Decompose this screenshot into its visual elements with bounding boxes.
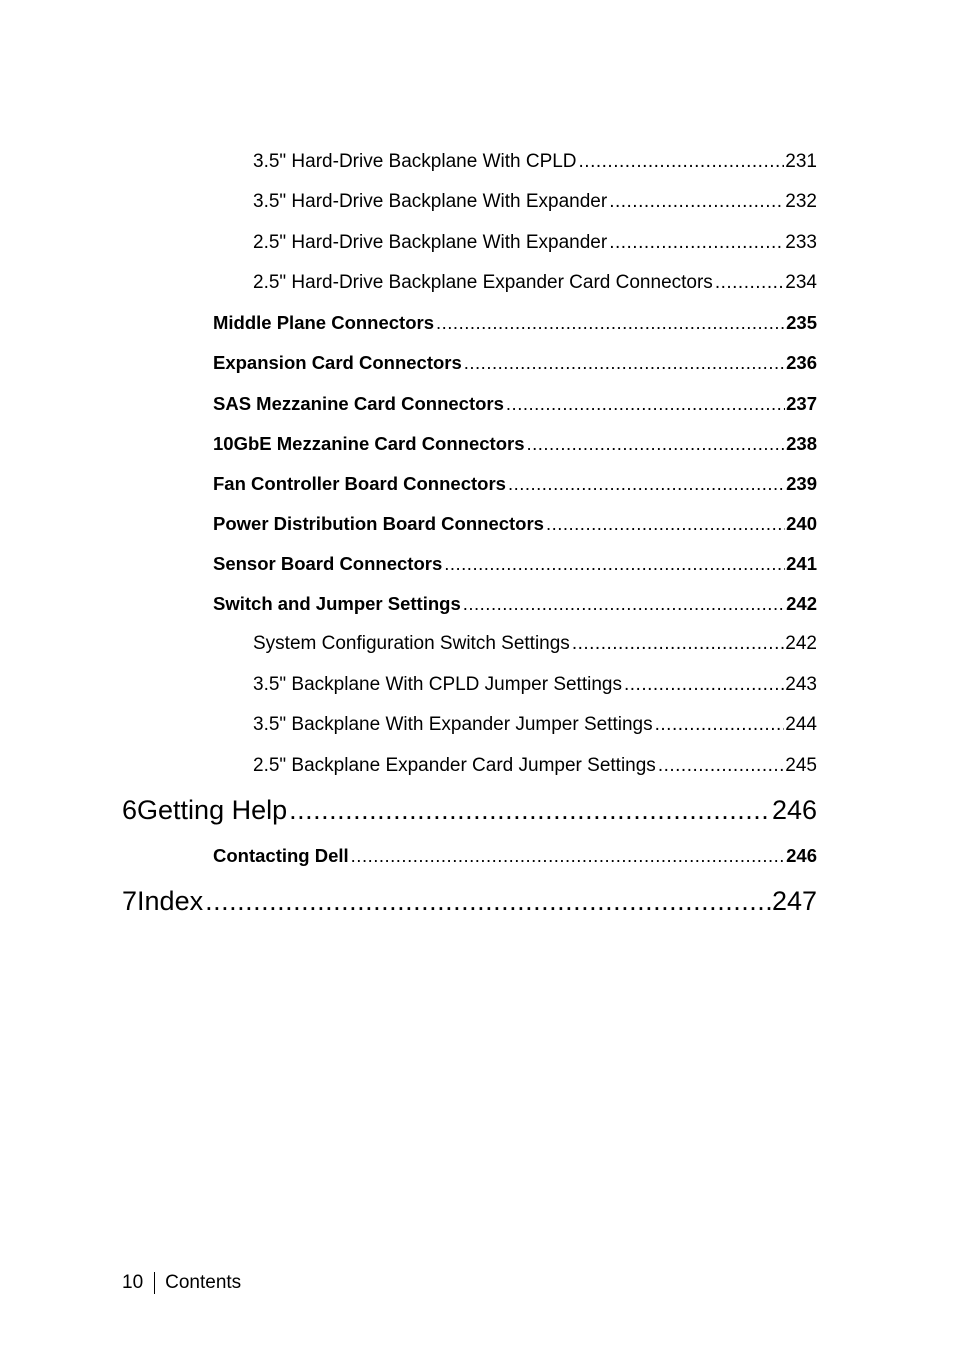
dot-leader [506,393,785,415]
toc-entry-page: 241 [786,553,817,574]
toc-entry[interactable] [213,393,817,415]
toc-entry-page: 244 [785,714,817,735]
dot-leader [546,513,785,535]
toc-entry[interactable] [253,151,817,173]
toc-entry[interactable] [253,755,817,777]
toc-entry-page: 234 [785,272,817,293]
toc-entry[interactable] [213,593,817,615]
chapter-number: 7 [122,886,138,916]
toc-entry-title: SAS Mezzanine Card Connectors [213,393,504,414]
toc-entry-title: 2.5" Hard-Drive Backplane With Expander [253,232,608,253]
footer-separator [154,1272,155,1294]
toc-entry[interactable] [213,473,817,495]
toc-entry-title: Expansion Card Connectors [213,352,462,373]
toc-entry[interactable] [253,272,817,294]
toc-entry[interactable] [213,513,817,535]
dot-leader [579,151,785,173]
toc-entry-title: Switch and Jumper Settings [213,593,461,614]
toc-chapter-entry[interactable] [122,795,817,826]
toc-entry[interactable] [213,433,817,455]
toc-entry-title: Getting Help [137,795,288,825]
toc-entry-title: Sensor Board Connectors [213,553,443,574]
toc-entry-page: 240 [786,513,817,534]
dot-leader [508,473,785,495]
toc-entry[interactable] [213,312,817,334]
dot-leader [436,312,785,334]
toc-entry-page: 246 [786,845,817,866]
dot-leader [572,633,784,655]
dot-leader [444,553,785,575]
toc-entry[interactable] [213,553,817,575]
toc-entry-page: 242 [785,633,817,654]
toc-entry-page: 243 [785,674,817,695]
toc-entry-title: 10GbE Mezzanine Card Connectors [213,433,525,454]
toc-entry-page: 232 [785,191,817,212]
toc-entry-title: 3.5" Backplane With CPLD Jumper Settings [253,674,622,695]
footer-page-number: 10 [122,1272,144,1293]
dot-leader [205,886,771,917]
dot-leader [351,845,785,867]
toc-entry-page: 235 [786,312,817,333]
toc-entry-title: 3.5" Hard-Drive Backplane With CPLD [253,151,577,172]
toc-entry-page: 247 [771,886,817,916]
chapter-number: 6 [122,795,138,825]
toc-entry-page: 237 [786,393,817,414]
toc-entry-title: Contacting Dell [213,845,349,866]
toc-entry-title: Index [137,886,204,916]
dot-leader [609,232,784,254]
page-footer [122,1272,241,1294]
toc-entry-page: 242 [786,593,817,614]
toc-entry-title: Middle Plane Connectors [213,312,435,333]
toc-entry[interactable] [213,845,817,867]
toc-entry[interactable] [253,232,817,254]
dot-leader [463,593,785,615]
dot-leader [526,433,785,455]
toc-entry-title: 3.5" Backplane With Expander Jumper Settings [253,714,653,735]
toc-entry-page: 233 [785,232,817,253]
toc-entry-page: 238 [786,433,817,454]
toc-chapter-entry[interactable] [122,886,817,917]
toc-entry[interactable] [253,674,817,696]
toc-entry-page: 231 [785,151,817,172]
toc-entry-page: 246 [771,795,817,825]
dot-leader [624,674,784,696]
toc-entry-page: 239 [786,473,817,494]
toc-entry-title: System Configuration Switch Settings [253,633,570,654]
toc-entry-title: 3.5" Hard-Drive Backplane With Expander [253,191,608,212]
dot-leader [464,352,785,374]
toc-entry-title: 2.5" Backplane Expander Card Jumper Settings [253,755,656,776]
toc-entry-page: 245 [785,755,817,776]
dot-leader [715,272,784,294]
dot-leader [655,714,785,736]
toc-entry-title: Fan Controller Board Connectors [213,473,506,494]
toc-entry-title: 2.5" Hard-Drive Backplane Expander Card Connectors [253,272,713,293]
dot-leader [609,191,784,213]
toc-entry[interactable] [253,714,817,736]
toc-entry[interactable] [253,191,817,213]
toc-entry[interactable] [253,633,817,655]
toc-entry[interactable] [213,352,817,374]
dot-leader [289,795,771,826]
toc-entry-title: Power Distribution Board Connectors [213,513,544,534]
toc-entry-page: 236 [786,352,817,373]
dot-leader [658,755,784,777]
footer-section-title: Contents [165,1272,242,1293]
